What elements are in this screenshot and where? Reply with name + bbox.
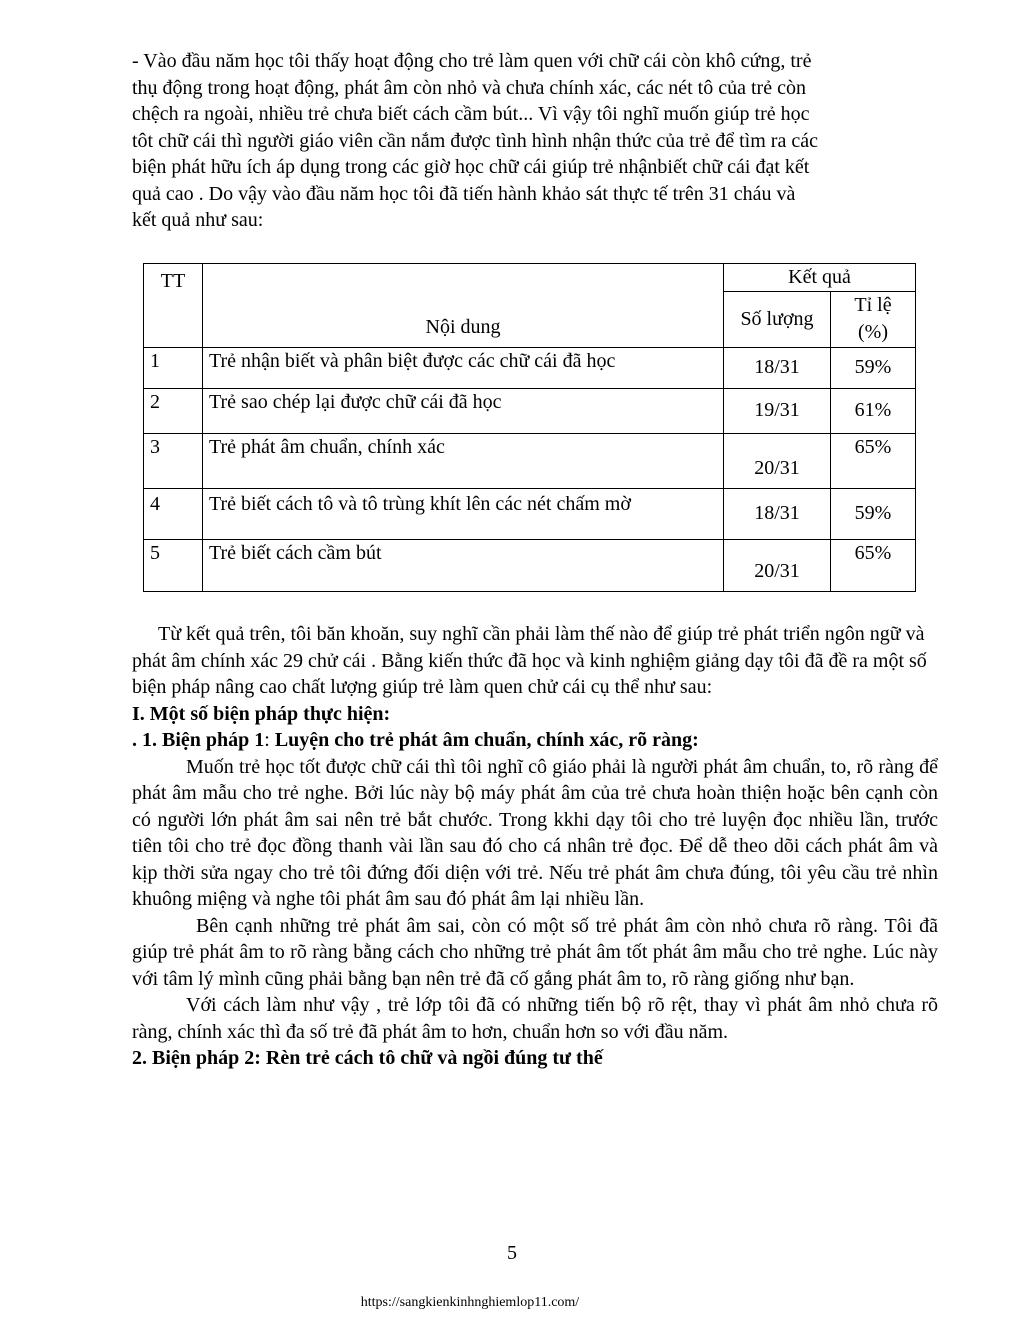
table-row [144, 433, 916, 488]
intro-line: - Vào đầu năm học tôi thấy hoạt động cho trẻ làm quen với chữ cái còn khô cứng, trẻ [132, 50, 812, 72]
page-number: 5 [507, 1242, 517, 1264]
row-count: 20/31 [724, 433, 831, 488]
table-row [144, 388, 916, 433]
row-rate: 59% [831, 488, 916, 539]
row-content: Trẻ biết cách tô và tô trùng khít lên các nét chấm mờ [203, 488, 724, 539]
table-row [144, 488, 916, 539]
header-content: Nội dung [203, 264, 724, 348]
row-content: Trẻ biết cách cầm bút [203, 539, 724, 591]
intro-line: tôt chữ cái thì người giáo viên cần nắm được tình hình nhận thức của trẻ để tìm ra các [132, 129, 818, 152]
paragraph-2: Bên cạnh những trẻ phát âm sai, còn có một số trẻ phát âm còn nhỏ chưa rõ ràng. Tôi đã giúp trẻ phát âm to rõ ràng bằng cách cho những trẻ phát âm tốt phát âm mẫu cho trẻ nghe. Lúc này với tâm lý mình cũng phải bằng bạn nên trẻ đã cố gắng phát âm to, rõ ràng giống như bạn. [132, 914, 938, 990]
paragraph-1: Muốn trẻ học tốt được chữ cái thì tôi nghĩ cô giáo phải là người phát âm chuẩn, to, rõ ràng để phát âm mẫu cho trẻ nghe. Bởi lúc này bộ máy phát âm của trẻ chưa hoàn thiện hoặc bên cạnh còn có người lớn phát âm sai nên trẻ bắt chước. Trong kkhi dạy tôi cho trẻ luyện đọc nhiều lần, trước tiên tôi cho trẻ đọc đồng thanh vài lần sau đó cho cá nhân trẻ đọc. Để dễ theo dõi cách phát âm và kịp thời sửa ngay cho trẻ tôi đứng đối diện với trẻ. Nếu trẻ phát âm chưa đúng, tôi yêu cầu trẻ nhìn khuông miệng và nghe tôi phát âm sau đó phát âm lại nhiều lần. [132, 755, 938, 910]
measure-1-prefix: . 1. Biện pháp 1 [132, 729, 265, 751]
row-content: Trẻ phát âm chuẩn, chính xác [203, 433, 724, 488]
body-text [132, 621, 938, 1072]
footer-url[interactable]: https://sangkienkinhnghiemlop11.com/ [360, 1295, 580, 1310]
section-heading-1: I. Một số biện pháp thực hiện: [132, 702, 391, 725]
row-content: Trẻ sao chép lại được chữ cái đã học [203, 388, 724, 433]
row-count: 19/31 [724, 388, 831, 433]
intro-line: kết quả như sau: [132, 209, 264, 231]
row-count: 18/31 [724, 347, 831, 388]
row-count: 20/31 [724, 539, 831, 591]
header-tt: TT [144, 264, 203, 348]
paragraph-after-table: Từ kết quả trên, tôi băn khoăn, suy nghĩ cần phải làm thế nào để giúp trẻ phát triển ngôn ngữ và phát âm chính xác 29 chử cái . Bằng kiến thức đã học và kinh nghiệm giảng dạy tôi đã đề ra một số biện pháp nâng cao chất lượng giúp trẻ làm quen chử cái cụ thể như sau: [132, 623, 927, 698]
row-rate: 61% [831, 388, 916, 433]
header-result: Kết quả [724, 264, 916, 292]
intro-paragraph [132, 48, 936, 234]
row-tt: 5 [144, 539, 203, 591]
row-tt: 2 [144, 388, 203, 433]
survey-results-table [143, 263, 916, 592]
row-content: Trẻ nhận biết và phân biệt được các chữ cái đã học [203, 347, 724, 388]
table-row [144, 347, 916, 388]
measure-1-title: Luyện cho trẻ phát âm chuẩn, chính xác, rõ ràng: [274, 729, 699, 751]
section-heading-2: 2. Biện pháp 2: Rèn trẻ cách tô chữ và ngồi đúng tư thế [132, 1047, 603, 1069]
measure-1-heading [132, 727, 938, 754]
paragraph-3: Với cách làm như vậy , trẻ lớp tôi đã có những tiến bộ rõ rệt, thay vì phát âm nhỏ chưa rõ ràng, chính xác thì đa số trẻ đã phát âm to hơn, chuẩn hơn so với đầu năm. [132, 994, 938, 1043]
row-rate: 65% [831, 539, 916, 591]
row-rate: 65% [831, 433, 916, 488]
intro-line: chệch ra ngoài, nhiều trẻ chưa biết cách cầm bút... Vì vậy tôi nghĩ muốn giúp trẻ học [132, 103, 810, 125]
row-count: 18/31 [724, 488, 831, 539]
header-rate: Tỉ lệ (%) [831, 291, 916, 347]
row-tt: 4 [144, 488, 203, 539]
intro-line: thụ động trong hoạt động, phát âm còn nhỏ và chưa chính xác, các nét tô của trẻ còn [132, 76, 806, 99]
intro-line: quả cao . Do vậy vào đầu năm học tôi đã tiến hành khảo sát thực tế trên 31 cháu và [132, 182, 796, 205]
row-tt: 3 [144, 433, 203, 488]
header-count: Số lượng [724, 291, 831, 347]
row-tt: 1 [144, 347, 203, 388]
measure-1-colon: : [264, 729, 275, 751]
intro-line: biện phát hữu ích áp dụng trong các giờ học chữ cái giúp trẻ nhậnbiết chữ cái đạt kết [132, 156, 810, 178]
row-rate: 59% [831, 347, 916, 388]
table-row [144, 539, 916, 591]
